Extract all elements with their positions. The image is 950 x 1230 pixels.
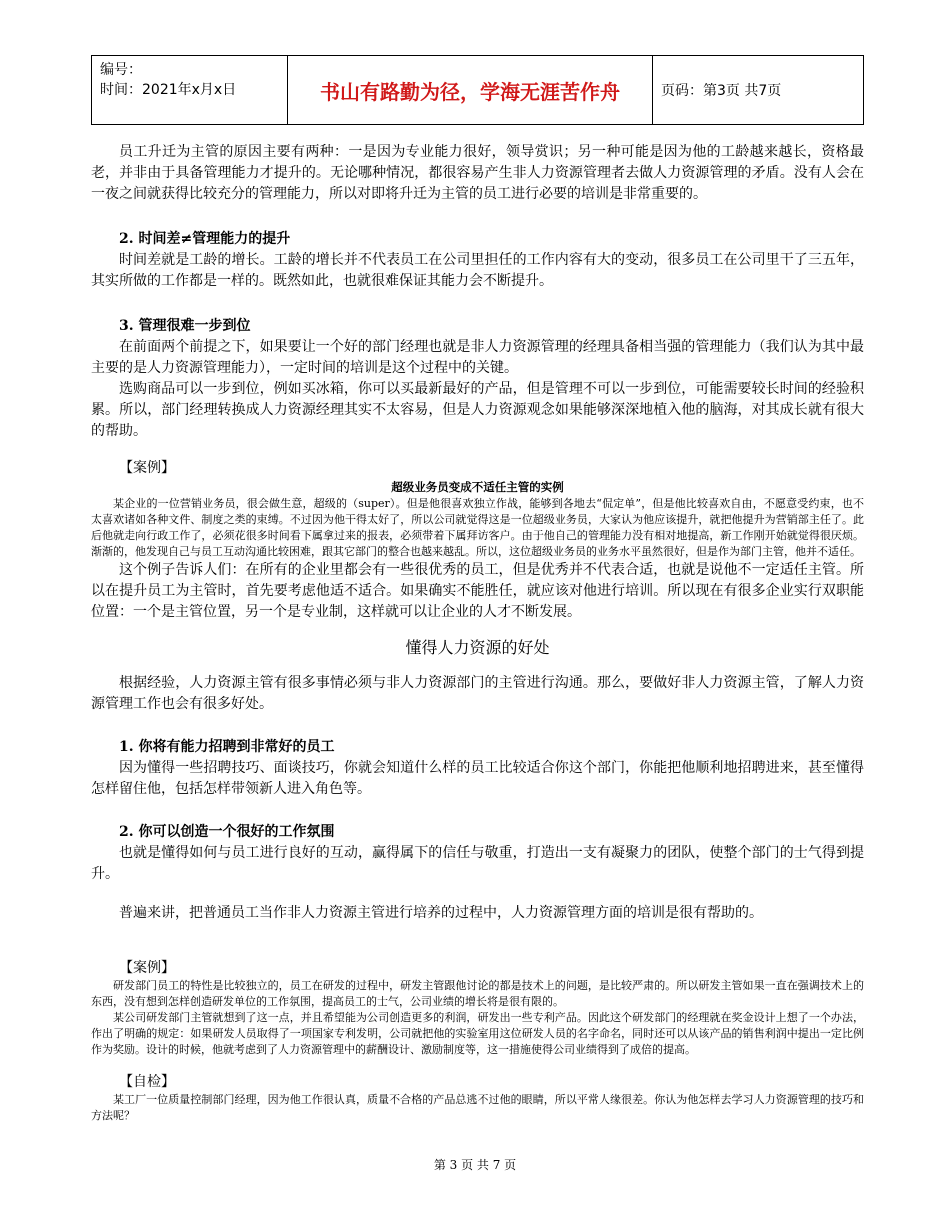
- case2-text1: 研发部门员工的特性是比较独立的，员工在研发的过程中，研发主管跟他讨论的都是技术上的问题，是比较严肃的。所以研发主管如果一直在强调技术上的东西，没有想到怎样创造研发单位的工作氛围，提高员工的士气，公司业绩的增长将是很有限的。: [91, 979, 864, 1008]
- case1-title: 超级业务员变成不适任主管的实例: [391, 480, 564, 494]
- benefit-intro: 根据经验，人力资源主管有很多事情必须与非人力资源部门的主管进行沟通。那么，要做好非人力资源主管，了解人力资源管理工作也会有很多好处。: [91, 675, 864, 712]
- benefit-2-title: 2. 你可以创造一个很好的工作氛围: [119, 824, 335, 840]
- case1-text: 某企业的一位营销业务员，很会做生意，超级的（super）。但是他很喜欢独立作战，能够到各地去“侃定单”，但是他比较喜欢自由，不愿意受约束，也不太喜欢诸如各种文件、制度之类的束缚。不过因为他干得太好了，所以公司就觉得这是一位超级业务员，大家认为他应该提升，就把他提升为营销部主任了。此后他就走向行政工作了，必须花很多时间看下属拿过来的报表，必须带着下属拜访客户。由于他自己的管理能力没有相对地提高，新工作刚开始就觉得很厌烦。渐渐的，他发现自己与员工互动沟通比较困难，跟其它部门的整合也越来越乱。所以，这位超级业务员的业务水平虽然很好，但是作为部门主管，他并不适任。: [91, 497, 864, 558]
- header-meta: [92, 56, 288, 124]
- page-footer: 第 3 页 共 7 页: [433, 1158, 517, 1172]
- paragraph-2: 时间差就是工龄的增长。工龄的增长并不代表员工在公司里担任的工作内容有大的变动，很多员工在公司里干了三五年，其实所做的工作都是一样的。既然如此，也就很难保证其能力会不断提升。: [91, 252, 864, 289]
- heading-3: 3. 管理很难一步到位: [119, 318, 251, 334]
- benefit-1-text: 因为懂得一些招聘技巧、面谈技巧，你就会知道什么样的员工比较适合你这个部门，你能把他顺利地招聘进来，甚至懂得怎样留住他，包括怎样带领新人进入角色等。: [91, 760, 864, 797]
- header-page-info: 页码：第3页 共7页: [661, 83, 782, 99]
- heading-2: 2. 时间差≠管理能力的提升: [119, 231, 291, 247]
- header-motto: 书山有路勤为径，学海无涯苦作舟: [288, 56, 653, 124]
- benefit-1-title: 1. 你将有能力招聘到非常好的员工: [119, 739, 335, 755]
- time-label: 时间：2021年x月x日: [100, 82, 237, 98]
- number-label: 编号：: [100, 62, 142, 78]
- section-title: 懂得人力资源的好处: [405, 638, 550, 657]
- benefit-2-text: 也就是懂得如何与员工进行良好的互动，赢得属下的信任与敬重，打造出一支有凝聚力的团队，使整个部门的士气得到提升。: [91, 845, 864, 882]
- self-check-text: 某工厂一位质量控制部门经理，因为他工作很认真，质量不合格的产品总逃不过他的眼睛，所以平常人缘很差。你认为他怎样去学习人力资源管理的技巧和方法呢？: [91, 1093, 864, 1122]
- intro-paragraph: 员工升迁为主管的原因主要有两种：一是因为专业能力很好，领导赏识；另一种可能是因为他的工龄越来越长，资格最老，并非由于具备管理能力才提升的。无论哪种情况，都很容易产生非人力资源管理者去做人力资源管理的矛盾。没有人会在一夜之间就获得比较充分的管理能力，所以对即将升迁为主管的员工进行必要的培训是非常重要的。: [91, 144, 864, 202]
- summary-paragraph: 普遍来讲，把普通员工当作非人力资源主管进行培养的过程中，人力资源管理方面的培训是很有帮助的。: [119, 905, 763, 921]
- self-check-label: 【自检】: [119, 1074, 175, 1090]
- header-table: [91, 55, 864, 125]
- paragraph-3a: 在前面两个前提之下，如果要让一个好的部门经理也就是非人力资源管理的经理具备相当强的管理能力（我们认为其中最主要的是人力资源管理能力），一定时间的培训是这个过程中的关键。: [91, 339, 864, 376]
- document-body: [91, 142, 864, 1124]
- case1-lesson: 这个例子告诉人们：在所有的企业里都会有一些很优秀的员工，但是优秀并不代表合适，也就是说他不一定适任主管。所以在提升员工为主管时，首先要考虑他适不适合。如果确实不能胜任，就应该对他进行培训。所以现在有很多企业实行双职能位置：一个是主管位置，另一个是专业制，这样就可以让企业的人才不断发展。: [91, 562, 864, 620]
- case2-text2: 某公司研发部门主管就想到了这一点，并且希望能为公司创造更多的利润，研发出一些专利产品。因此这个研发部门的经理就在奖金设计上想了一个办法，作出了明确的规定：如果研发人员取得了一项国家专利发明，公司就把他的实验室用这位研发人员的名字命名，同时还可以从该产品的销售利润中提出一定比例作为奖励。设计的时候，他就考虑到了人力资源管理中的薪酬设计、激励制度等，这一措施使得公司业绩得到了成倍的提高。: [91, 1011, 864, 1056]
- paragraph-3b: 选购商品可以一步到位，例如买冰箱，你可以买最新最好的产品，但是管理不可以一步到位，可能需要较长时间的经验积累。所以，部门经理转换成人力资源经理其实不太容易，但是人力资源观念如果能够深深地植入他的脑海，对其成长就有很大的帮助。: [91, 381, 864, 439]
- case2-label: 【案例】: [119, 960, 175, 976]
- case1-label: 【案例】: [119, 460, 175, 476]
